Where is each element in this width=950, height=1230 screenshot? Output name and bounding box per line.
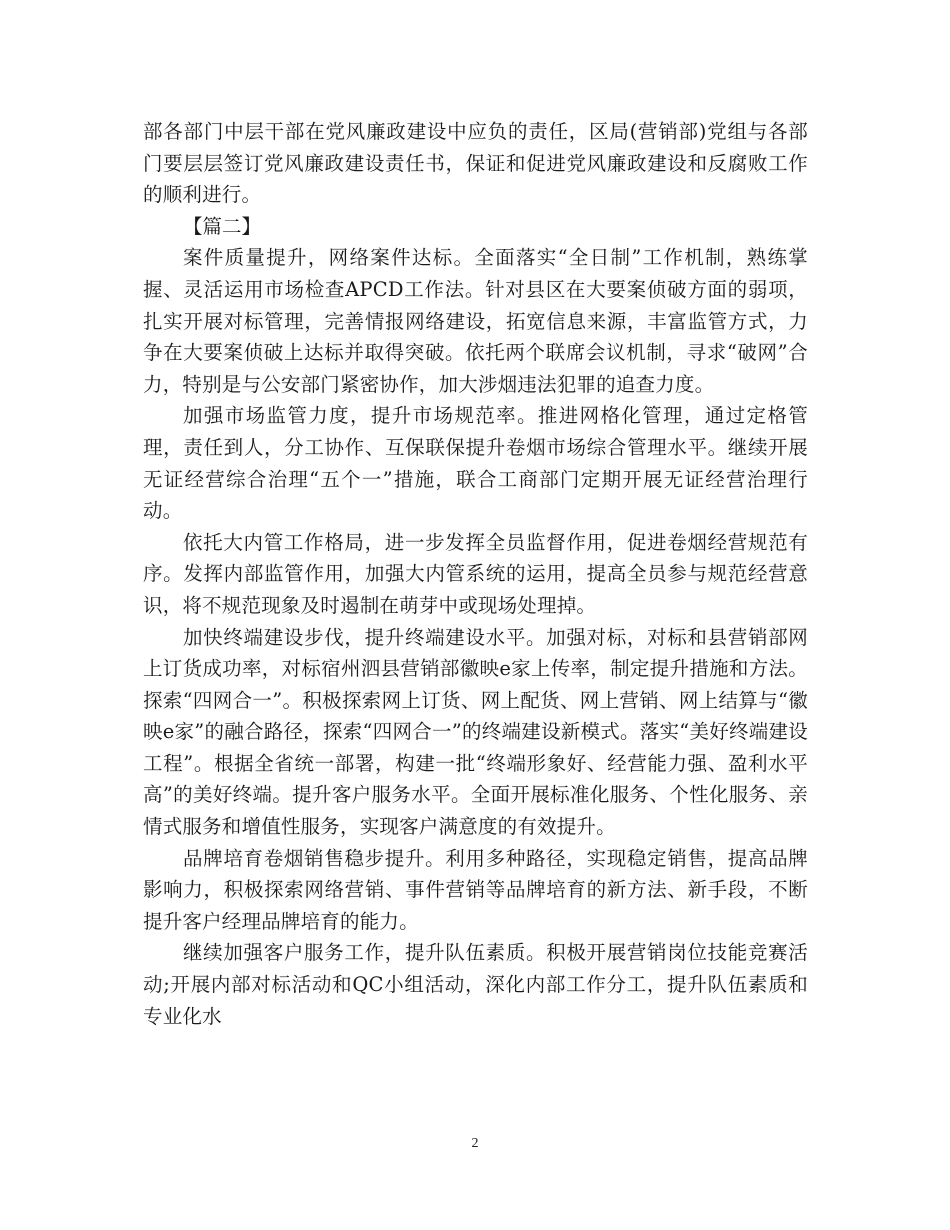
page-number: 2 [471,1136,479,1151]
document-body [143,116,808,1032]
paragraph-terminal-construction: 加快终端建设步伐，提升终端建设水平。加强对标，对标和县营销部网上订货成功率，对标宿州泗县营销部徽映e家上传率，制定提升措施和方法。探索“四网合一”。积极探索网上订货、网上配货、网上营销、网上结算与“徽映e家”的融合路径，探索“四网合一”的终端建设新模式。落实“美好终端建设工程”。根据全省统一部署，构建一批“终端形象好、经营能力强、盈利水平高”的美好终端。提升客户服务水平。全面开展标准化服务、个性化服务、亲情式服务和增值性服务，实现客户满意度的有效提升。 [143,625,808,839]
section-heading: 【篇二】 [183,214,262,238]
paragraph-market-supervision: 加强市场监管力度，提升市场规范率。推进网格化管理，通过定格管理，责任到人，分工协作、互保联保提升卷烟市场综合管理水平。继续开展无证经营综合治理“五个一”措施，联合工商部门定期开展无证经营治理行动。 [143,404,808,523]
paragraph-continuation: 部各部门中层干部在党风廉政建设中应负的责任，区局(营销部)党组与各部门要层层签订党风廉政建设责任书，保证和促进党风廉政建设和反腐败工作的顺利进行。 [143,120,808,207]
paragraph-case-quality: 案件质量提升，网络案件达标。全面落实“全日制”工作机制，熟练掌握、灵活运用市场检查APCD工作法。针对县区在大要案侦破方面的弱项，扎实开展对标管理，完善情报网络建设，拓宽信息来源，丰富监管方式，力争在大要案侦破上达标并取得突破。依托两个联席会议机制，寻求“破网”合力，特别是与公安部门紧密协作，加大涉烟违法犯罪的追查力度。 [143,246,808,396]
paragraph-brand-cultivation: 品牌培育卷烟销售稳步提升。利用多种路径，实现稳定销售，提高品牌影响力，积极探索网络营销、事件营销等品牌培育的新方法、新手段，不断提升客户经理品牌培育的能力。 [143,846,808,933]
paragraph-customer-service: 继续加强客户服务工作，提升队伍素质。积极开展营销岗位技能竞赛活动;开展内部对标活动和QC小组活动，深化内部工作分工，提升队伍素质和专业化水 [143,941,808,1028]
paragraph-internal-management: 依托大内管工作格局，进一步发挥全员监督作用，促进卷烟经营规范有序。发挥内部监管作用，加强大内管系统的运用，提高全员参与规范经营意识，将不规范现象及时遏制在萌芽中或现场处理掉。 [143,530,808,617]
